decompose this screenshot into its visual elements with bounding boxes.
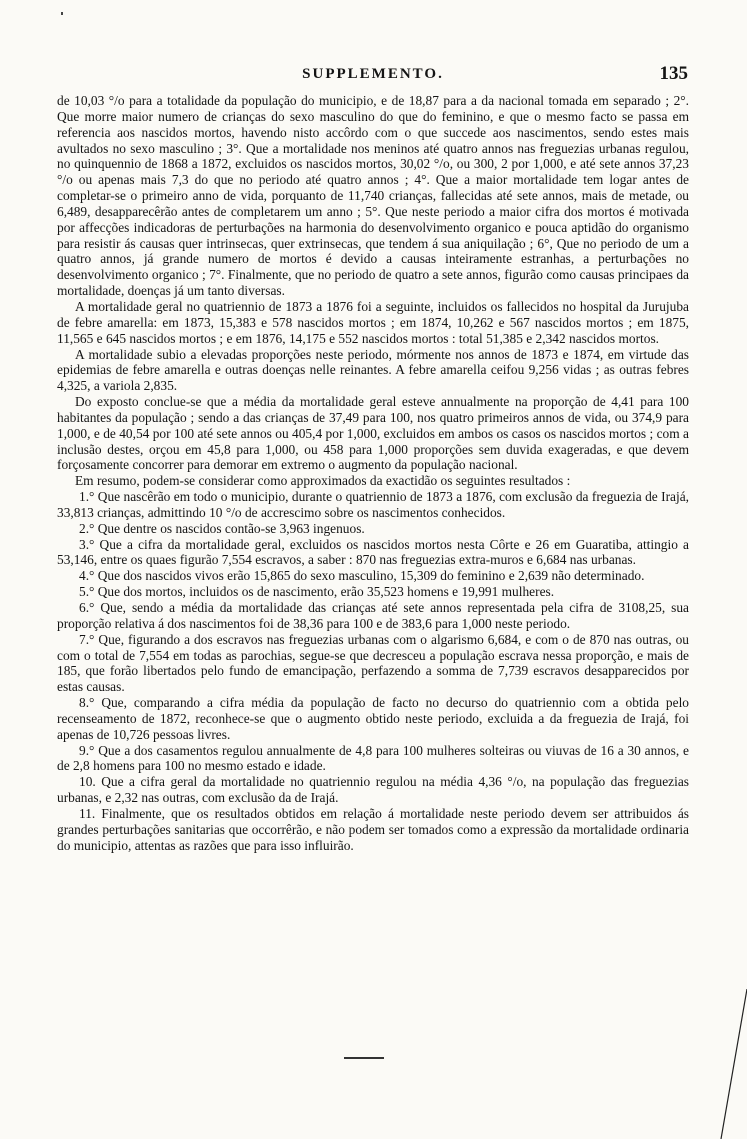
page-header xyxy=(58,63,688,90)
result-item-9: 9.° Que a dos casamentos regulou annualmente de 4,8 para 100 mulheres solteiras ou viuvas de 16 a 30 annos, e de 2,8 homens para 100 no mesmo estado e idade. xyxy=(57,742,689,774)
result-item-8: 8.° Que, comparando a cifra média da população de facto no decurso do quatriennio com a obtida pelo recenseamento de 1872, reconhece-se que o augmento obtido neste periodo, excluida a da freguezia de Irajá, foi apenas de 10,726 pessoas livres. xyxy=(57,695,689,742)
scan-edge-line xyxy=(707,989,747,1139)
result-item-10: 10. Que a cifra geral da mortalidade no quatriennio regulou na média 4,36 °/o, na população das freguezias urbanas, e 2,32 nas outras, com exclusão da de Irajá. xyxy=(57,774,689,806)
result-item-11: 11. Finalmente, que os resultados obtidos em relação á mortalidade neste periodo devem ser attribuidos ás grandes perturbações sanitarias que occorrêrão, e não podem ser tomados como a expressão da mortalidade ordinaria do municipio, attentas as razões que para isso influirão. xyxy=(57,805,689,853)
result-item-3: 3.° Que a cifra da mortalidade geral, excluidos os nascidos mortos nesta Côrte e 26 em Guaratiba, attingio a 53,146, entre os quaes figurão 7,554 escravos, a saber : 870 nas freguezias extra-muros e 6,684 nas urbanas. xyxy=(57,536,689,568)
paragraph-summary-intro: Em resumo, podem-se considerar como approximados da exactidão os seguintes resultados : xyxy=(75,473,571,489)
paragraph-epidemics: A mortalidade subio a elevadas proporções neste periodo, mórmente nos annos de 1873 e 1874, em virtude das epidemias de febre amarella e outras doenças nelle reinantes. A febre amarella ceifou 9,256 vidas ; as outras febres 4,325, a variola 2,835. xyxy=(57,346,689,394)
result-item-2: 2.° Que dentre os nascidos contão-se 3,963 ingenuos. xyxy=(79,520,365,536)
ink-speck xyxy=(61,12,63,15)
body-text xyxy=(57,93,689,854)
result-item-6: 6.° Que, sendo a média da mortalidade das crianças até sete annos representada pela cifra de 3108,25, sua proporção relativa á dos nascimentos foi de 38,36 para 100 e de 383,6 para 1,000 neste periodo. xyxy=(57,600,689,631)
result-item-4: 4.° Que dos nascidos vivos erão 15,865 do sexo masculino, 15,309 do feminino e 2,639 não determinado. xyxy=(79,568,645,584)
result-item-5: 5.° Que dos mortos, incluidos os de nascimento, erão 35,523 homens e 19,991 mulheres. xyxy=(79,584,555,600)
result-item-1: 1.° Que nascêrão em todo o municipio, durante o quatriennio de 1873 a 1876, com exclusão da freguezia de Irajá, 33,813 crianças, admittindo 10 °/o de accrescimo sobre os nascimentos conhecidos. xyxy=(57,489,689,520)
result-item-7: 7.° Que, figurando a dos escravos nas freguezias urbanas com o algarismo 6,684, e com o de 870 nas outras, ou com o total de 7,554 em todas as parochias, segue-se que decresceu a população escrava nessa proporção, e mais de 185, que forão libertados pelo fundo de emancipação, perfazendo a somma de 7,739 escravos desapparecidos por estas causas. xyxy=(57,631,689,695)
end-rule xyxy=(344,1057,384,1059)
running-title: SUPPLEMENTO. xyxy=(302,66,444,82)
paragraph-conclusion: Do exposto conclue-se que a média da mortalidade geral esteve annualmente na proporção de 4,41 para 100 habitantes da população ; sendo a das crianças de 37,49 para 100, nos quatro primeiros annos de vida, ou 374,9 para 1,000, e de 40,54 por 100 até sete annos ou 405,4 por 1,000, excluidos em ambos os casos os nascidos mortos ; com a inclusão destes, orçou em 45,8 para 1,000, ou 458 para 1,000 proporções sem duvida exageradas, e que devem forçosamente concorrer para demorar em extremo o augmento da população nacional. xyxy=(57,394,689,473)
paragraph-continuation: de 10,03 °/o para a totalidade da população do municipio, e de 18,87 para a da nacional tomada em separado ; 2°. Que morre maior numero de crianças do sexo masculino do que do feminino, e que o mesmo facto se passa em referencia aos nascidos mortos, havendo nisto accôrdo com o que succede aos nascimentos, sendo estes mais avultados no sexo masculino ; 3°. Que a mortalidade nos meninos até quatro annos nas freguezias urbanas regulou, no quinquennio de 1868 a 1872, excluidos os nascidos mortos, 30,02 °/o, ou 300, 2 por 1,000, e até sete annos 37,23 °/o ou apenas mais 7,3 do que no periodo até quatro annos ; 4°. Que a maior mortalidade tem logar antes de completar-se o primeiro anno de vida, porquanto de 11,740 crianças, fallecidas até sete annos, mais de metade, ou 6,489, desapparecêrão antes de completarem um anno ; 5°. Que neste periodo a maior cifra dos mortos é motivada por affecções indicadoras de perturbações na harmonia do desenvolvimento organico e pouca aptidão do organismo para resistir ás causas quer intrinsecas, quer extrinsecas, que tendem á sua aniquilação ; 6°, Que no periodo de um a quatro annos, já grande numero de mortos é devido a causas inteiramente estranhas, a perturbações no desenvolvimento organico ; 7°. Finalmente, que no periodo de quatro a sete annos, figurão como causas principaes da mortalidade, doenças já um tanto diversas. xyxy=(57,93,689,299)
page-number: 135 xyxy=(659,63,688,84)
paragraph-mortality-quatriennium: A mortalidade geral no quatriennio de 1873 a 1876 foi a seguinte, incluidos os fallecidos no hospital da Jurujuba de febre amarella: em 1873, 15,383 e 578 nascidos mortos ; em 1874, 10,262 e 567 nascidos mortos ; em 1875, 11,565 e 645 nascidos mortos ; e em 1876, 14,175 e 552 nascidos mortos : total 51,385 e 2,342 nascidos mortos. xyxy=(57,298,689,346)
